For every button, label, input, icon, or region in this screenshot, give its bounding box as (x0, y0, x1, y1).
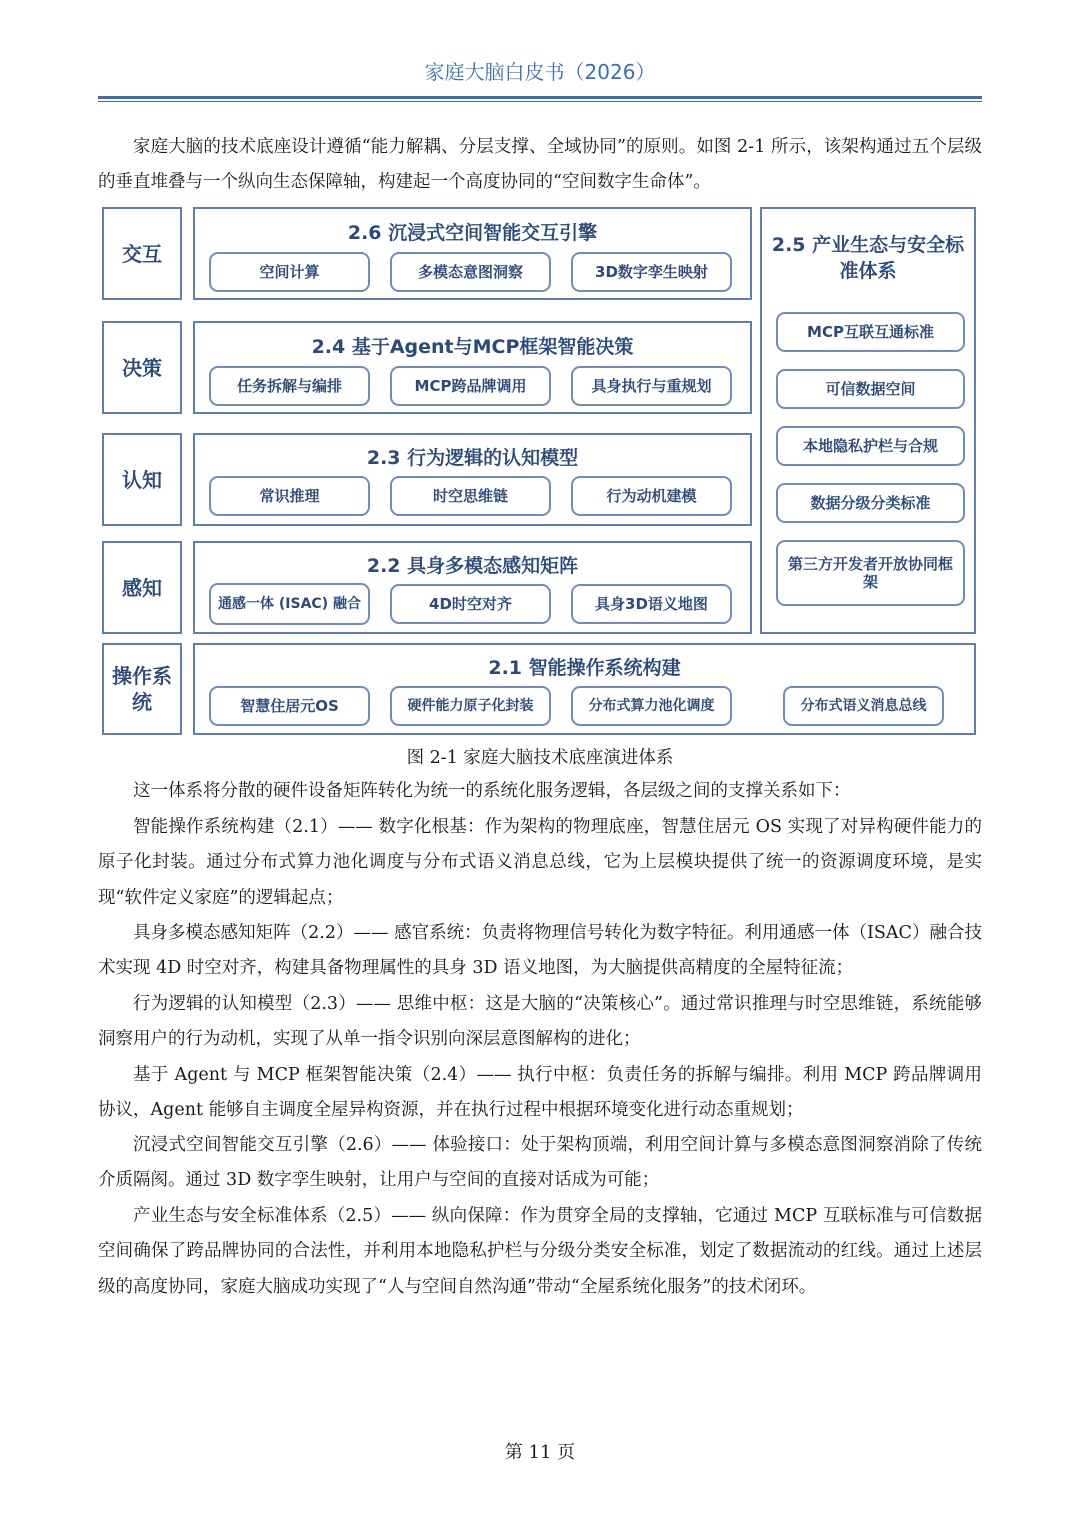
body-paragraph: 行为逻辑的认知模型（2.3）—— 思维中枢：这是大脑的“决策核心”。通过常识推理与时空思维链，系统能够洞察用户的行为动机，实现了从单一指令识别向深层意图解构的进化； (98, 994, 982, 1050)
running-header: 家庭大脑白皮书（2026） (424, 60, 656, 84)
layer-item: 时空思维链 (390, 476, 551, 516)
layer-item: 智慧住居元OS (209, 686, 370, 726)
body-paragraph: 这一体系将分散的硬件设备矩阵转化为统一的系统化服务逻辑，各层级之间的支撑关系如下： (133, 781, 851, 801)
architecture-figure (0, 0, 1080, 760)
layer-title: 2.1 智能操作系统构建 (488, 657, 681, 679)
ecosystem-item: MCP互联互通标准 (776, 312, 965, 352)
layer-item: 空间计算 (209, 252, 370, 292)
body-paragraph: 具身多模态感知矩阵（2.2）—— 感官系统：负责将物理信号转化为数字特征。利用通感一体（ISAC）融合技术实现 4D 时空对齐，构建具备物理属性的具身 3D 语义地图，为大脑提供高精度的全屋特征流； (98, 923, 982, 979)
figure-caption: 图 2-1 家庭大脑技术底座演进体系 (406, 748, 674, 768)
layer-item: 具身执行与重规划 (571, 366, 732, 406)
layer-title: 2.6 沉浸式空间智能交互引擎 (347, 222, 598, 244)
layer-label: 交互 (122, 241, 162, 266)
layer-item: 具身3D语义地图 (571, 584, 732, 624)
layer-title: 2.3 行为逻辑的认知模型 (366, 447, 579, 469)
layer-label: 操作系统 (112, 664, 172, 714)
body-paragraph: 沉浸式空间智能交互引擎（2.6）—— 体验接口：处于架构顶端，利用空间计算与多模态意图洞察消除了传统介质隔阂。通过 3D 数字孪生映射，让用户与空间的直接对话成为可能； (98, 1135, 982, 1191)
layer-title: 2.2 具身多模态感知矩阵 (366, 555, 579, 577)
layer-item: 4D时空对齐 (390, 584, 551, 624)
ecosystem-item: 可信数据空间 (776, 369, 965, 409)
layer-item: 硬件能力原子化封装 (390, 686, 551, 726)
layer-label: 决策 (122, 355, 162, 380)
layer-item: 3D数字孪生映射 (571, 252, 732, 292)
ecosystem-item: 第三方开发者开放协同框架 (776, 540, 965, 606)
layer-item: 常识推理 (209, 476, 370, 516)
intro-paragraph: 家庭大脑的技术底座设计遵循“能力解耦、分层支撑、全域协同”的原则。如图 2-1 所示，该架构通过五个层级的垂直堆叠与一个纵向生态保障轴，构建起一个高度协同的“空间数字生命体”。 (98, 137, 982, 193)
layer-item: 任务拆解与编排 (209, 366, 370, 406)
layer-item: MCP跨品牌调用 (390, 366, 551, 406)
layer-title: 2.4 基于Agent与MCP框架智能决策 (311, 336, 634, 358)
layer-label: 认知 (122, 467, 162, 492)
body-paragraph: 基于 Agent 与 MCP 框架智能决策（2.4）—— 执行中枢：负责任务的拆解与编排。利用 MCP 跨品牌调用协议，Agent 能够自主调度全屋异构资源，并在执行过程中根据环境变化进行动态重规划； (98, 1065, 982, 1121)
layer-item: 分布式语义消息总线 (783, 686, 944, 726)
layer-item: 多模态意图洞察 (390, 252, 551, 292)
ecosystem-item: 数据分级分类标准 (776, 483, 965, 523)
layer-item: 行为动机建模 (571, 476, 732, 516)
body-paragraph: 产业生态与安全标准体系（2.5）—— 纵向保障：作为贯穿全局的支撑轴，它通过 MCP 互联标准与可信数据空间确保了跨品牌协同的合法性，并利用本地隐私护栏与分级分类安全标准，划定了数据流动的红线。通过上述层级的高度协同，家庭大脑成功实现了“人与空间自然沟通”带动“全屋系统化服务”的技术闭环。 (98, 1206, 982, 1297)
layer-label: 感知 (122, 575, 162, 600)
layer-item: 通感一体 (ISAC) 融合 (209, 583, 370, 625)
layer-item: 分布式算力池化调度 (571, 686, 732, 726)
ecosystem-axis-title: 2.5 产业生态与安全标准体系 (771, 234, 965, 282)
page-number: 第 11 页 (504, 1442, 576, 1463)
ecosystem-item: 本地隐私护栏与合规 (776, 426, 965, 466)
body-paragraph: 智能操作系统构建（2.1）—— 数字化根基：作为架构的物理底座，智慧住居元 OS 实现了对异构硬件能力的原子化封装。通过分布式算力池化调度与分布式语义消息总线，它为上层模块提供了统一的资源调度环境，是实现“软件定义家庭”的逻辑起点； (98, 817, 982, 908)
